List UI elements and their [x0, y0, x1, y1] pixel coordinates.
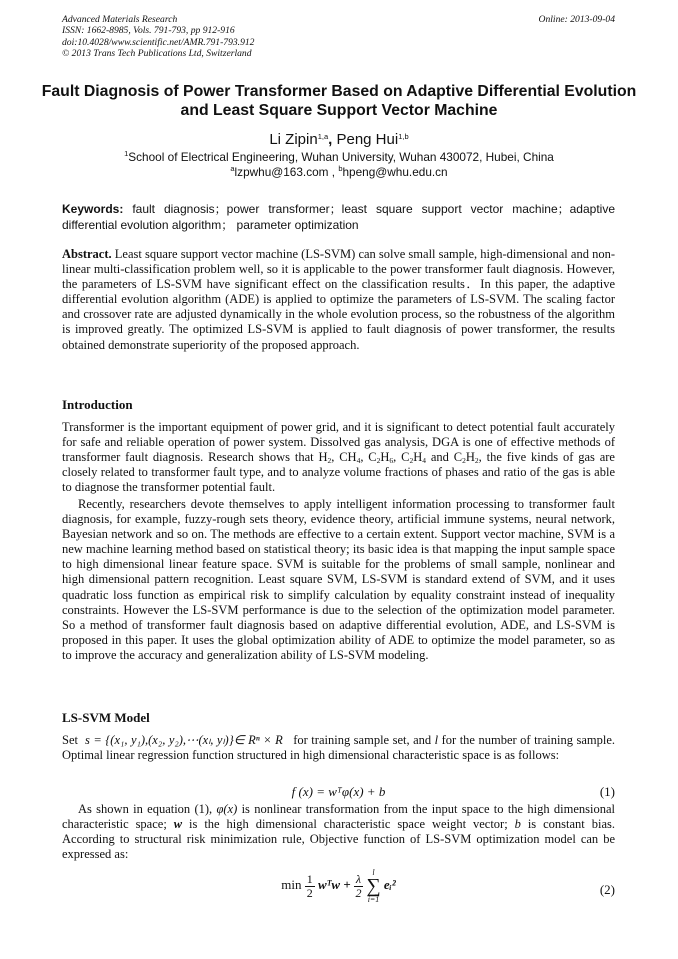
emails: $^a$lzpwhu@163.com , $^b$hpeng@whu.edu.cn: [230, 164, 448, 179]
journal-name: Advanced Materials Research: [62, 14, 178, 25]
paper-title: Fault Diagnosis of Power Transformer Based on Adaptive Differential Evolution and Least Square Support Vector Machine: [41, 83, 637, 119]
email-b: hpeng@whu.edu.cn: [342, 165, 448, 179]
intro-paragraph-1: Transformer is the important equipment of power grid, and it is significant to detect potential fault accurately for safe and reliable operation of power system. Dissolved gas analysis, DGA is one of effective methods of transformer fault diagnosis. Research shows that $H_2$, $CH_4$, $C_2H_6$, $C_2H_4$ and $C_2H_2$, the five kinds of gas are closely related to transformer fault type, and to analyze volume fractions of phases and ratio of the gas is able to diagnose the transformer potential fault.: [62, 420, 615, 495]
intro-heading: Introduction: [62, 397, 133, 412]
author-1: Li Zipin: [269, 131, 318, 148]
lssvm-paragraph-1: Set s = {(x₁, y₁),(x₂, y₂),⋯(xₗ, yₗ)}∈ Rⁿ × R for training sample set, and l for the number of training sample. Optimal linear regression function structured in high dimensional characteristic space is as follows:: [62, 733, 615, 763]
journal-header: [62, 14, 615, 60]
keywords: Keywords: fault diagnosis；power transformer；least square support vector machine；adaptive differential evolution algorithm； parameter optimization: [62, 202, 615, 232]
author-2: Peng Hui: [336, 131, 399, 148]
training-set-formula: s = {(x₁, y₁),(x₂, y₂),⋯(xₗ, yₗ)}∈ Rⁿ × R: [84, 733, 283, 747]
equation-1-number: (1): [599, 784, 615, 799]
intro-paragraph-2: Recently, researchers devote themselves to apply intelligent information processing to transformer fault diagnosis, for example, fuzzy-rough sets theory, evidence theory, artificial immune systems, neural network, Bayesian network and so on. The methods are effective to a certain extent. Support vector machine, SVM is a new machine learning method based on statistical theory; its basic idea is that mapping the input sample space to high dimensional linear feature space. SVM is suitable for the problems of small sample, nonlinear and high dimensional pattern recognition. Least square SVM, LS-SVM is standard extend of SVM, and it uses quadratic loss function as empirical risk to simplify calculation by equality constraint instead of inequality constraints. However the LS-SVM performance is due to the selection of the optimization model parameter. So a method of transformer fault diagnosis based on adaptive differential evolution, ADE, and LS-SVM is proposed in this paper. It uses the global optimization ability of ADE to optimize the model parameter, so as to improve the accuracy and generalization ability of LS-SVM modeling.: [62, 497, 615, 662]
doi: doi:10.4028/www.scientific.net/AMR.791-793.912: [62, 36, 255, 48]
authors: Li Zipin$^{1,a}$, Peng Hui$^{1,b}$: [269, 131, 409, 148]
lssvm-paragraph-2: As shown in equation (1), φ(x) is nonlinear transformation from the input space to the high dimensional characteristic space; w is the high dimensional characteristic space weight vector; b is constant bias. According to structural risk minimization rule, Objective function of LS-SVM optimization model can be expressed as:: [62, 802, 616, 862]
equation-2-number: (2): [599, 882, 615, 897]
affiliation: $^1$School of Electrical Engineering, Wuhan University, Wuhan 430072, Hubei, China: [124, 149, 554, 164]
abstract: Abstract. Least square support vector machine (LS-SVM) can solve small sample, high-dimensional and non-linear multi-classification problem well, so it is applicable to the power transformer fault diagnosis. However, the parameters of LS-SVM have significant effect on the classification results．In this paper, the adaptive differential evolution algorithm (ADE) is applied to optimize the parameters of LS-SVM. The scaling factor and crossover rate are adjusted dynamically in the whole evolution process, so the robustness of the algorithm is improved greatly. The optimized LS-SVM is applied to fault diagnosis of power transformer, the results obtained demonstrate superiority of the proposed approach.: [62, 247, 615, 352]
issn: ISSN: 1662-8985, Vols. 791-793, pp 912-916: [62, 25, 235, 37]
lssvm-heading: LS-SVM Model: [62, 710, 150, 725]
email-a: lzpwhu@163.com ,: [234, 165, 339, 179]
online-date: Online: 2013-09-04: [538, 14, 615, 25]
copyright: © 2013 Trans Tech Publications Ltd, Switzerland: [62, 48, 252, 60]
